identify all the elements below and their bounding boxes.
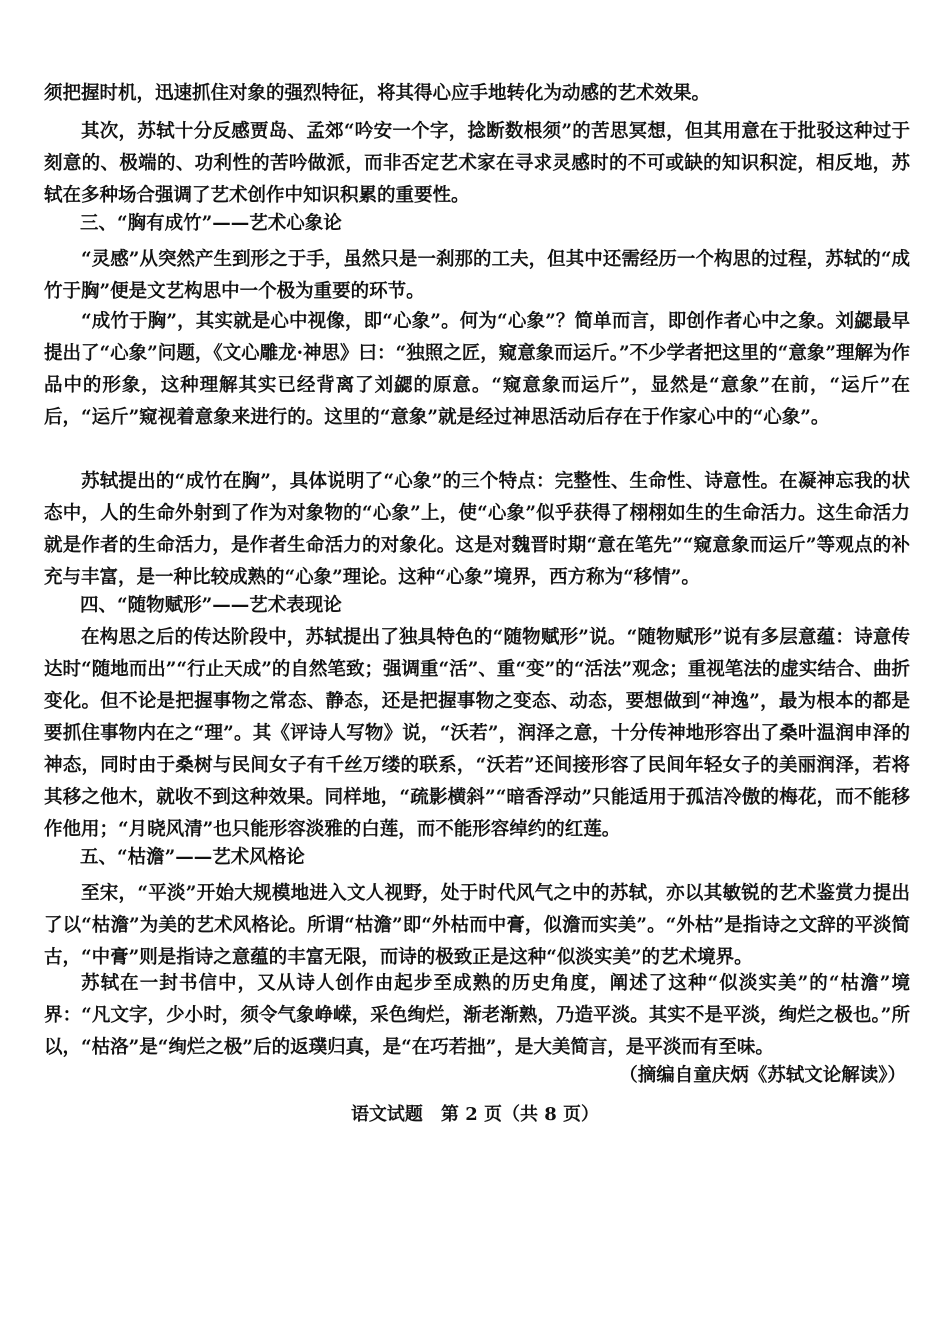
section-heading-4: 四、“随物赋形”——艺术表现论: [80, 595, 342, 616]
paragraph-7: 至宋，“平淡”开始大规模地进入文人视野，处于时代风气之中的苏轼，亦以其敏锐的艺术鉴赏力提出了以“枯澹”为美的艺术风格论。所谓“枯澹”即“外枯而中膏，似澹而实美”。“外枯”是指诗之文辞的平淡简古，“中膏”则是指诗之意蕴的丰富无限，而诗的极致正是这种“似淡实美”的艺术境界。: [44, 883, 910, 968]
paragraph-4: “成竹于胸”，其实就是心中视像，即“心象”。何为“心象”？简单而言，即创作者心中之象。刘勰最早提出了“心象”问题，《文心雕龙·神思》曰：“独照之匠，窥意象而运斤。”不少学者把这里的“意象”理解为作品中的形象，这种理解其实已经背离了刘勰的原意。“窥意象而运斤”，显然是“意象”在前，“运斤”在后，“运斤”窥视着意象来进行的。这里的“意象”就是经过神思活动后存在于作家心中的“心象”。: [44, 311, 910, 428]
section-heading-3: 三、“胸有成竹”——艺术心象论: [80, 213, 342, 234]
paragraph-8: 苏轼在一封书信中，又从诗人创作由起步至成熟的历史角度，阐述了这种“似淡实美”的“枯澹”境界：“凡文字，少小时，须令气象峥嵘，采色绚烂，渐老渐熟，乃造平淡。其实不是平淡，绚烂之极也。”所以，“枯洛”是“绚烂之极”后的返璞归真，是“在巧若拙”，是大美简言，是平淡而有至味。: [44, 973, 910, 1058]
paragraph-6: 在构思之后的传达阶段中，苏轼提出了独具特色的“随物赋形”说。“随物赋形”说有多层意蕴：诗意传达时“随地而出”“行止天成”的自然笔致；强调重“活”、重“变”的“活法”观念；重视笔法的虚实结合、曲折变化。但不论是把握事物之常态、静态，还是把握事物之变态、动态，要想做到“神逸”，最为根本的都是要抓住事物内在之“理”。其《评诗人写物》说，“沃若”，润泽之意，十分传神地形容出了桑叶温润申泽的神态，同时由于桑树与民间女子有千丝万缕的联系，“沃若”还间接形容了民间年轻女子的美丽润泽，若将其移之他木，就收不到这种效果。同样地，“疏影横斜”“暗香浮动”只能适用于孤洁冷傲的梅花，而不能移作他用；“月晓风清”也只能形容淡雅的白莲，而不能形容绰约的红莲。: [44, 627, 910, 840]
paragraph-2: 其次，苏轼十分反感贾岛、孟郊“吟安一个字，捻断数根须”的苦思冥想，但其用意在于批驳这种过于刻意的、极端的、功利性的苦吟做派，而非否定艺术家在寻求灵感时的不可或缺的知识积淀，相反地，苏轼在多种场合强调了艺术创作中知识积累的重要性。: [44, 121, 910, 206]
paragraph-5: 苏轼提出的“成竹在胸”，具体说明了“心象”的三个特点：完整性、生命性、诗意性。在凝神忘我的状态中，人的生命外射到了作为对象物的“心象”上，使“心象”似乎获得了栩栩如生的生命活力。这生命活力就是作者的生命活力，是作者生命活力的对象化。这是对魏晋时期“意在笔先”“窥意象而运斤”等观点的补充与丰富，是一种比较成熟的“心象”理论。这种“心象”境界，西方称为“移情”。: [44, 471, 910, 588]
section-heading-5: 五、“枯澹”——艺术风格论: [80, 847, 305, 868]
paragraph-1: 须把握时机，迅速抓住对象的强烈特征，将其得心应手地转化为动感的艺术效果。: [44, 83, 711, 104]
page-footer: 语文试题 第 2 页（共 8 页）: [350, 1104, 600, 1125]
paragraph-3: “灵感”从突然产生到形之于手，虽然只是一刹那的工夫，但其中还需经历一个构思的过程，苏轼的“成竹于胸”便是文艺构思中一个极为重要的环节。: [44, 249, 910, 302]
source-citation: （摘编自童庆炳《苏轼文论解读》）: [619, 1065, 906, 1086]
